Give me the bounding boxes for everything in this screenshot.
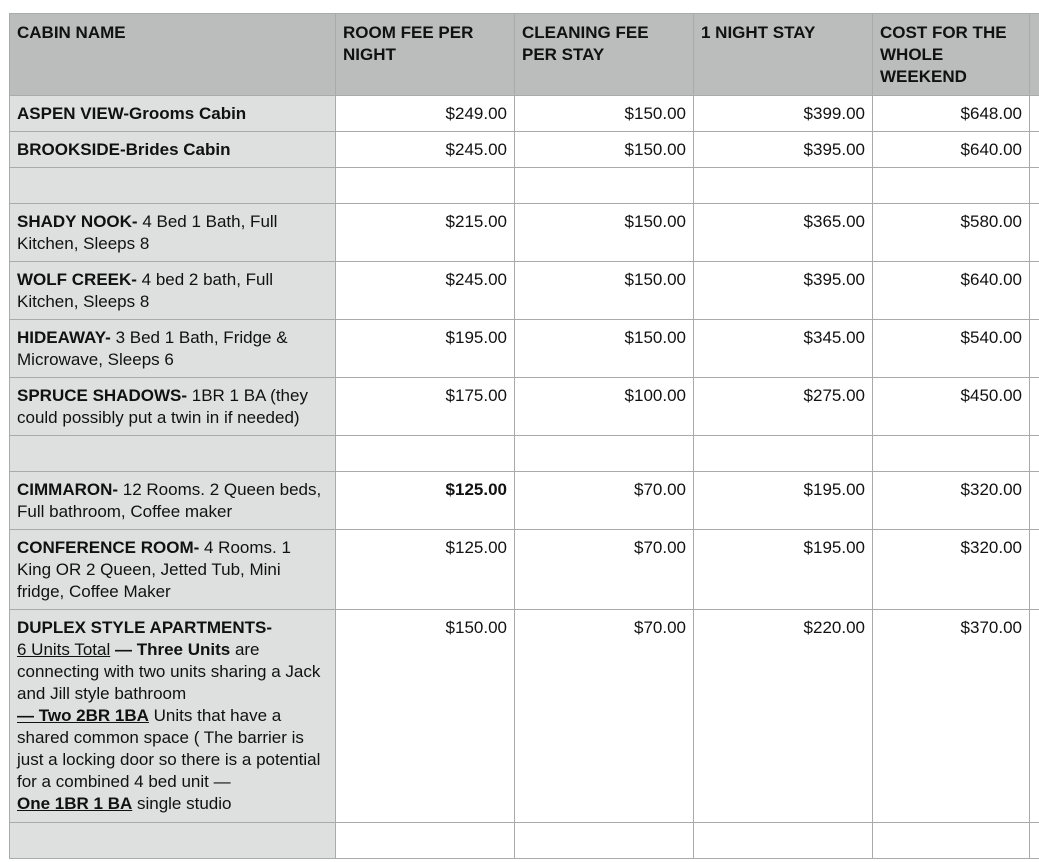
header-weekend-cost[interactable]: COST FOR THE WHOLE WEEKEND <box>873 14 1030 96</box>
header-overflow-cell[interactable] <box>1030 14 1039 96</box>
cell-one-night[interactable]: $345.00 <box>694 320 873 378</box>
one-unit-description: single studio <box>132 794 232 813</box>
table-row <box>10 610 1039 823</box>
one-unit-label: One 1BR 1 BA <box>17 794 133 813</box>
table-row <box>10 262 1039 320</box>
cabin-name: SHADY NOOK- <box>17 212 138 231</box>
cabin-name: ASPEN VIEW-Grooms Cabin <box>17 104 247 123</box>
cell-room-fee[interactable]: $245.00 <box>336 262 515 320</box>
cell-cabin-name[interactable] <box>10 320 336 378</box>
blank-cell[interactable] <box>1030 168 1039 204</box>
cell-one-night[interactable]: $365.00 <box>694 204 873 262</box>
cabin-name: SPRUCE SHADOWS- <box>17 386 188 405</box>
cell-overflow[interactable] <box>1030 204 1039 262</box>
cell-one-night[interactable]: $395.00 <box>694 262 873 320</box>
table-row <box>10 530 1039 610</box>
cell-weekend-cost[interactable]: $540.00 <box>873 320 1030 378</box>
cell-overflow[interactable] <box>1030 262 1039 320</box>
cabin-description: 4 Bed 1 Bath, Full Kitchen, Sleeps 8 <box>17 212 278 253</box>
cell-one-night[interactable]: $399.00 <box>694 96 873 132</box>
header-cabin-name[interactable]: CABIN NAME <box>10 14 336 96</box>
cell-weekend-cost[interactable]: $320.00 <box>873 472 1030 530</box>
cell-cleaning-fee[interactable]: $150.00 <box>515 96 694 132</box>
cabin-name: WOLF CREEK- <box>17 270 137 289</box>
cell-cleaning-fee[interactable]: $70.00 <box>515 610 694 823</box>
cell-one-night[interactable]: $195.00 <box>694 472 873 530</box>
blank-cell[interactable] <box>873 168 1030 204</box>
header-one-night[interactable]: 1 NIGHT STAY <box>694 14 873 96</box>
cell-cleaning-fee[interactable]: $150.00 <box>515 320 694 378</box>
table-row <box>10 132 1039 168</box>
two-units-label: — Two 2BR 1BA <box>17 706 149 725</box>
cell-one-night[interactable]: $395.00 <box>694 132 873 168</box>
cell-weekend-cost[interactable]: $450.00 <box>873 378 1030 436</box>
blank-cell[interactable] <box>10 168 336 204</box>
blank-cell[interactable] <box>515 436 694 472</box>
cell-room-fee[interactable]: $175.00 <box>336 378 515 436</box>
blank-cell[interactable] <box>873 436 1030 472</box>
table-row <box>10 320 1039 378</box>
blank-cell[interactable] <box>515 168 694 204</box>
table-row <box>10 378 1039 436</box>
cell-cabin-name[interactable] <box>10 262 336 320</box>
cell-room-fee[interactable]: $249.00 <box>336 96 515 132</box>
blank-cell[interactable] <box>1030 436 1039 472</box>
blank-cell[interactable] <box>694 168 873 204</box>
cell-cabin-name[interactable] <box>10 610 336 823</box>
three-units-label: Three Units <box>136 640 231 659</box>
cell-cabin-name[interactable] <box>10 378 336 436</box>
cell-cleaning-fee[interactable]: $150.00 <box>515 204 694 262</box>
cell-cabin-name[interactable] <box>10 96 336 132</box>
table-row <box>10 96 1039 132</box>
cell-cleaning-fee[interactable]: $100.00 <box>515 378 694 436</box>
cell-overflow[interactable] <box>1030 132 1039 168</box>
cell-weekend-cost[interactable]: $580.00 <box>873 204 1030 262</box>
cell-cabin-name[interactable] <box>10 530 336 610</box>
blank-cell[interactable] <box>336 823 515 859</box>
blank-cell[interactable] <box>10 436 336 472</box>
cell-overflow[interactable] <box>1030 610 1039 823</box>
cell-overflow[interactable] <box>1030 530 1039 610</box>
cabin-description: 4 bed 2 bath, Full Kitchen, Sleeps 8 <box>17 270 274 311</box>
cell-room-fee[interactable]: $195.00 <box>336 320 515 378</box>
cabin-name: BROOKSIDE-Brides Cabin <box>17 140 231 159</box>
cabin-name: CIMMARON- <box>17 480 119 499</box>
blank-cell[interactable] <box>873 823 1030 859</box>
cell-weekend-cost[interactable]: $640.00 <box>873 132 1030 168</box>
header-row <box>10 14 1039 96</box>
cell-cabin-name[interactable] <box>10 472 336 530</box>
blank-cell[interactable] <box>515 823 694 859</box>
cell-overflow[interactable] <box>1030 378 1039 436</box>
cell-cleaning-fee[interactable]: $150.00 <box>515 132 694 168</box>
table-row <box>10 204 1039 262</box>
cell-room-fee[interactable]: $125.00 <box>336 472 515 530</box>
blank-row <box>10 823 1039 859</box>
table-row <box>10 472 1039 530</box>
blank-cell[interactable] <box>694 436 873 472</box>
header-cleaning-fee[interactable]: CLEANING FEE PER STAY <box>515 14 694 96</box>
blank-cell[interactable] <box>10 823 336 859</box>
cabin-pricing-table <box>9 13 1039 859</box>
blank-cell[interactable] <box>336 436 515 472</box>
cell-weekend-cost[interactable]: $648.00 <box>873 96 1030 132</box>
cabin-name: HIDEAWAY- <box>17 328 111 347</box>
cell-weekend-cost[interactable]: $640.00 <box>873 262 1030 320</box>
cell-overflow[interactable] <box>1030 472 1039 530</box>
cell-cabin-name[interactable] <box>10 204 336 262</box>
cell-overflow[interactable] <box>1030 96 1039 132</box>
cabin-name: CONFERENCE ROOM- <box>17 538 200 557</box>
cell-weekend-cost[interactable]: $320.00 <box>873 530 1030 610</box>
cell-weekend-cost[interactable]: $370.00 <box>873 610 1030 823</box>
units-total: 6 Units Total <box>17 640 111 659</box>
cell-one-night[interactable]: $195.00 <box>694 530 873 610</box>
blank-row <box>10 168 1039 204</box>
blank-cell[interactable] <box>1030 823 1039 859</box>
cell-room-fee[interactable]: $150.00 <box>336 610 515 823</box>
cell-cabin-name[interactable] <box>10 132 336 168</box>
cabin-description: 4 Rooms. 1 King OR 2 Queen, Jetted Tub, Mini fridge, Coffee Maker <box>17 538 291 601</box>
blank-cell[interactable] <box>336 168 515 204</box>
cell-cleaning-fee[interactable]: $70.00 <box>515 530 694 610</box>
cell-cleaning-fee[interactable]: $70.00 <box>515 472 694 530</box>
cabin-description: 12 Rooms. 2 Queen beds, Full bathroom, Coffee maker <box>17 480 322 521</box>
cell-one-night[interactable]: $275.00 <box>694 378 873 436</box>
three-units-description: are connecting with two units sharing a Jack and Jill style bathroom <box>17 640 321 703</box>
cabin-name: DUPLEX STYLE APARTMENTS- <box>17 618 273 637</box>
cell-cleaning-fee[interactable]: $150.00 <box>515 262 694 320</box>
cabin-description: 3 Bed 1 Bath, Fridge & Microwave, Sleeps 6 <box>17 328 288 369</box>
header-room-fee[interactable]: ROOM FEE PER NIGHT <box>336 14 515 96</box>
cell-overflow[interactable] <box>1030 320 1039 378</box>
blank-cell[interactable] <box>694 823 873 859</box>
blank-row <box>10 436 1039 472</box>
cabin-description: 1BR 1 BA (they could possibly put a twin in if needed) <box>17 386 308 427</box>
cell-room-fee[interactable]: $125.00 <box>336 530 515 610</box>
cell-one-night[interactable]: $220.00 <box>694 610 873 823</box>
separator: — <box>110 640 137 659</box>
two-units-description: Units that have a shared common space ( The barrier is just a locking door so there is a potential for a combined 4 bed unit — <box>17 706 321 791</box>
cell-room-fee[interactable]: $215.00 <box>336 204 515 262</box>
cell-room-fee[interactable]: $245.00 <box>336 132 515 168</box>
